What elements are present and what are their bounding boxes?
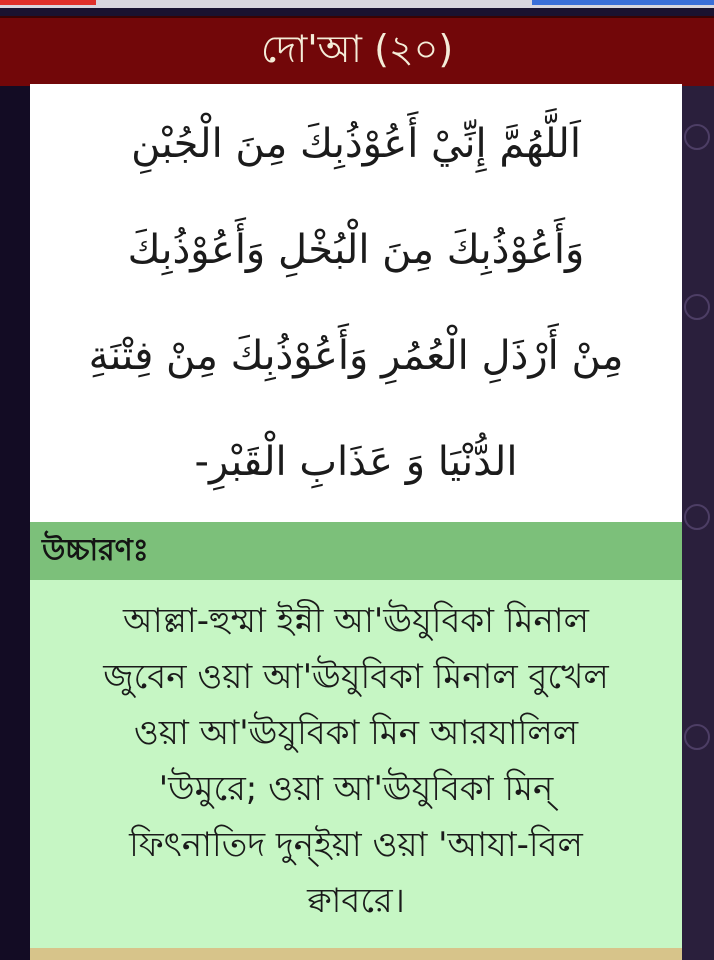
arabic-line: وَأَعُوْذُبِكَ مِنَ الْبُخْلِ وَأَعُوْذُبِكَ	[127, 227, 585, 273]
ornament-icon	[684, 124, 710, 150]
top-strip-blue-accent	[532, 0, 714, 5]
pronunciation-line: ওয়া আ'ঊযুবিকা মিন আরযালিল	[133, 713, 579, 753]
pronunciation-line: আল্লা-হুম্মা ইন্নী আ'ঊযুবিকা মিনাল	[123, 601, 589, 641]
arabic-text-card	[30, 84, 682, 522]
left-dark-margin	[0, 84, 30, 960]
ornament-icon	[684, 294, 710, 320]
right-ornament-margin	[682, 84, 714, 960]
arabic-line: مِنْ أَرْذَلِ الْعُمُرِ وَأَعُوْذُبِكَ مِنْ فِتْنَةِ	[88, 333, 624, 379]
top-strip-red-accent	[0, 0, 96, 5]
ornament-icon	[684, 504, 710, 530]
pronunciation-line: ক্বাবরে।	[307, 881, 405, 921]
page-title: দো'আ (২০)	[260, 27, 454, 71]
pronunciation-header	[30, 522, 682, 580]
title-bar	[0, 16, 714, 86]
pronunciation-line: ফিৎনাতিদ দুন্ইয়া ওয়া 'আযা-বিল	[129, 825, 583, 865]
arabic-line: اَللَّهُمَّ إِنِّيْ أَعُوْذُبِكَ مِنَ الْجُبْنِ	[131, 121, 581, 167]
ornament-icon	[684, 724, 710, 750]
top-browser-strip	[0, 0, 714, 8]
pronunciation-card	[30, 580, 682, 948]
pronunciation-line: 'উমুরে; ওয়া আ'ঊযুবিকা মিন্	[158, 769, 554, 809]
pronunciation-line: জুবেন ওয়া আ'ঊযুবিকা মিনাল বুখেল	[103, 657, 609, 697]
arabic-line: الدُّنْيَا وَ عَذَابِ الْقَبْرِ-	[194, 439, 518, 485]
bottom-band	[30, 948, 682, 960]
pronunciation-label: উচ্চারণঃ	[42, 532, 149, 568]
